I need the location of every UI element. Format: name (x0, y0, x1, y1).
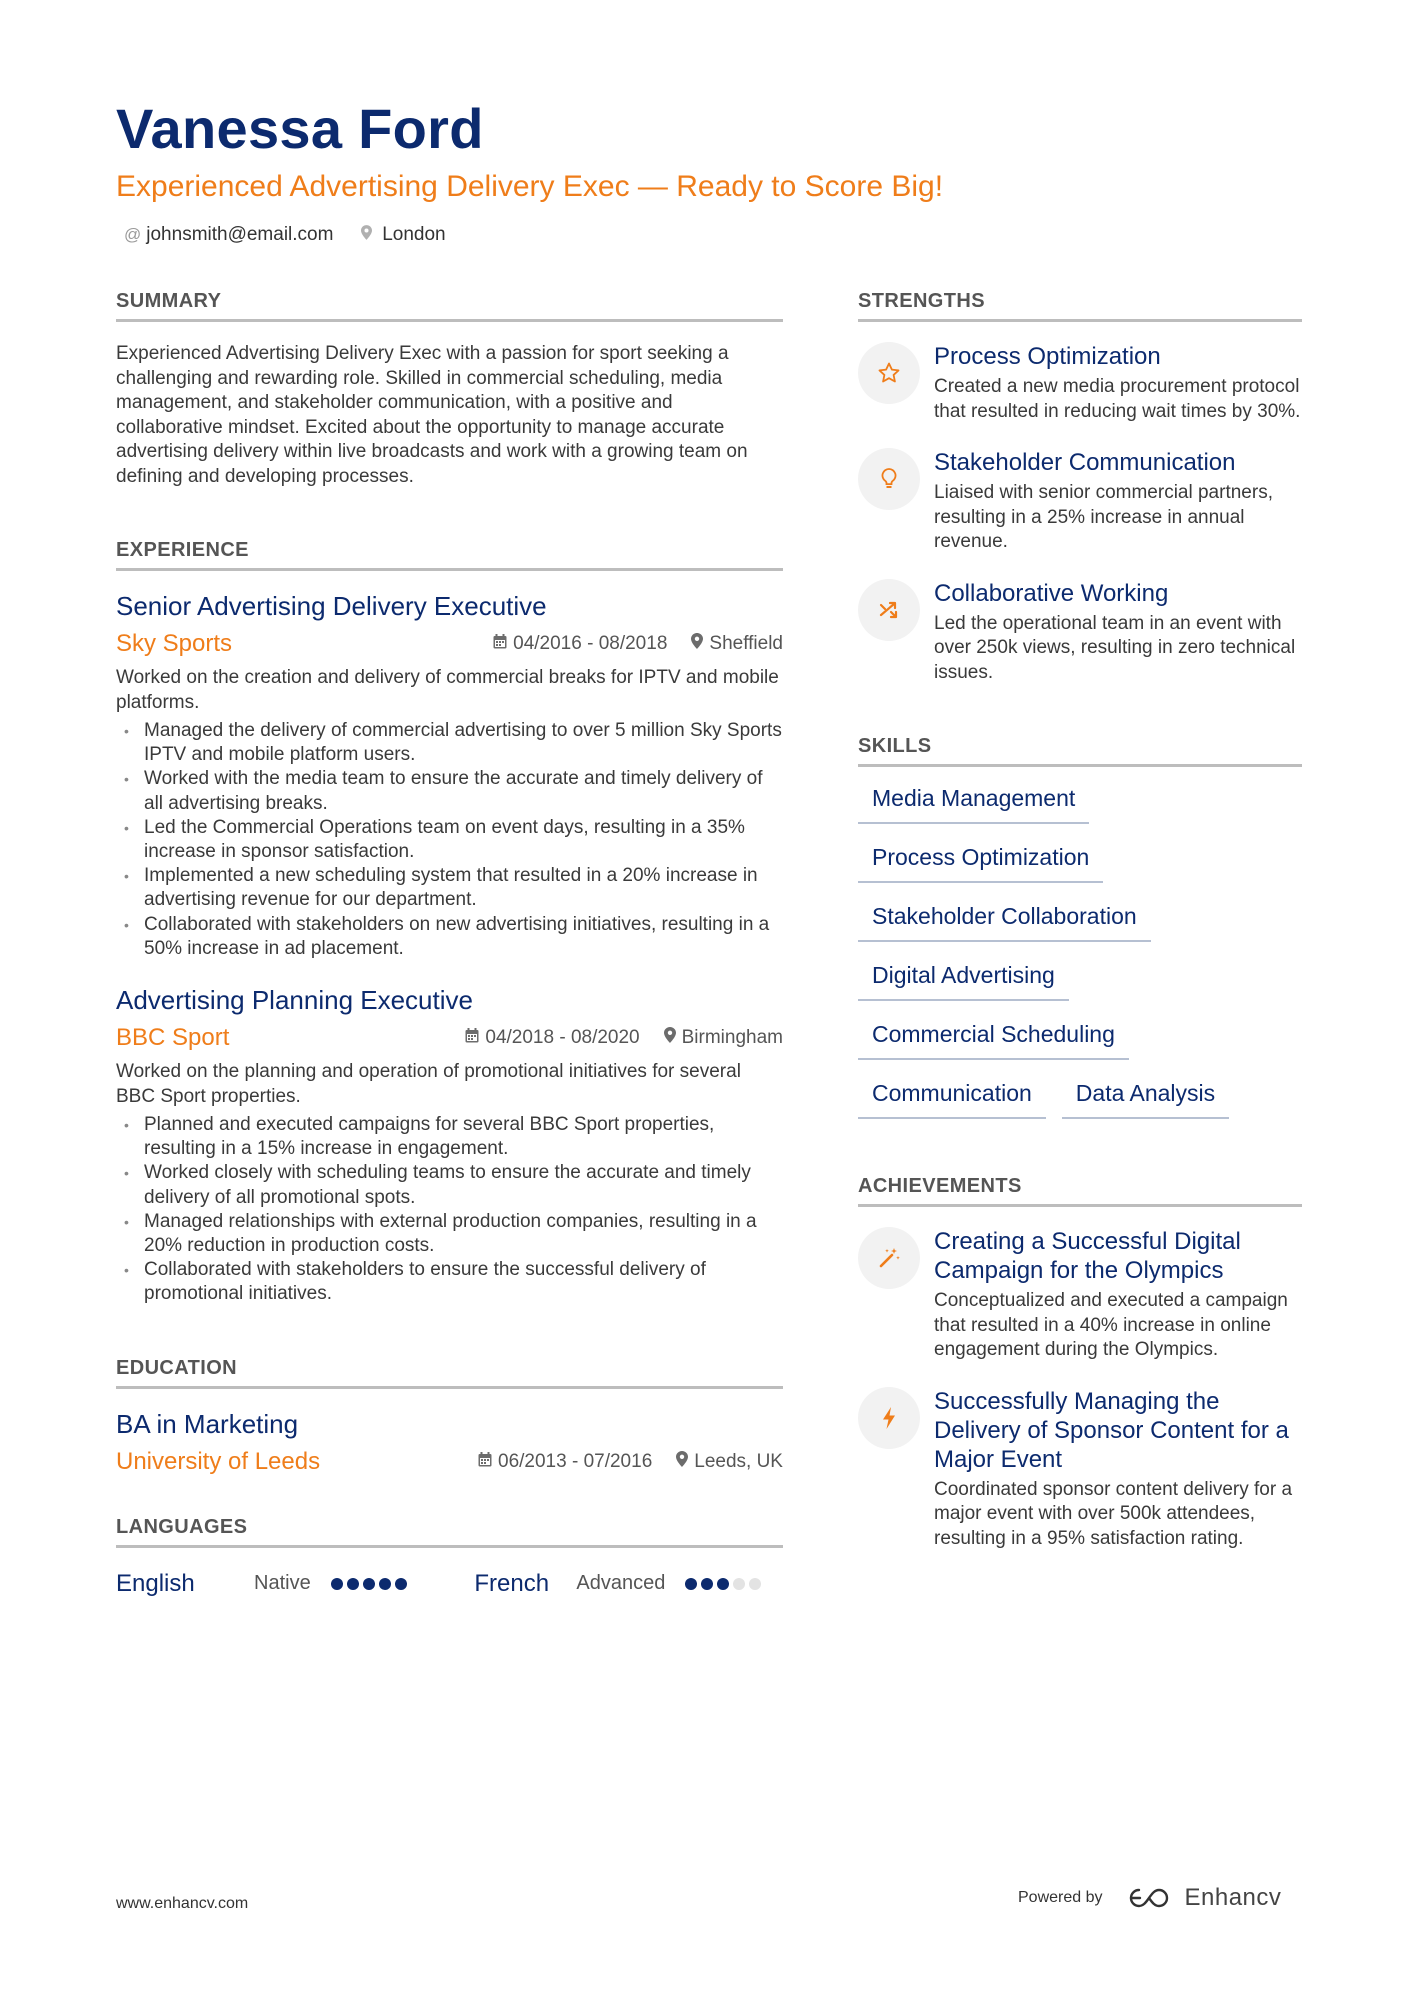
language-level: Native (254, 1572, 311, 1595)
location-pin-icon (664, 1028, 676, 1047)
brand-name[interactable]: Enhancv (1184, 1884, 1282, 1911)
skill-row (858, 844, 1302, 883)
language-item (116, 1570, 474, 1598)
skills-list (858, 785, 1302, 1119)
summary-text: Experienced Advertising Delivery Exec with a passion for sport seeking a challenging and rewarding role. Skilled in commercial scheduling, media management, and stakeholder communication, with a positive and collaborative mindset. Excited about the opportunity to manage accurate advertising delivery within live broadcasts and work with a growing team on defining and developing processes. (116, 343, 748, 487)
language-level: Advanced (576, 1572, 666, 1595)
education-dates (478, 1451, 652, 1473)
location-item (361, 224, 445, 246)
bullet-item: • Implemented a new scheduling system that resulted in a 20% increase in advertising revenue for our department. (116, 864, 783, 912)
achievement-item (858, 1227, 1302, 1363)
company-name: BBC Sport (116, 1024, 230, 1052)
location-pin-icon (361, 225, 377, 244)
achievement-content (934, 1227, 1302, 1363)
email-text: johnsmith@email.com (146, 224, 334, 245)
job-meta-row (116, 1024, 783, 1052)
job-dates (465, 1027, 639, 1049)
job-bullets (116, 1113, 783, 1307)
footer-website[interactable]: www.enhancv.com (116, 1895, 249, 1912)
left-column (116, 290, 783, 1598)
strength-item (858, 579, 1302, 686)
achievements-section (858, 1175, 1302, 1551)
achievement-title: Creating a Successful Digital Campaign for the Olympics (934, 1228, 1241, 1284)
strength-content (934, 448, 1302, 555)
experience-section (116, 539, 783, 1307)
education-dates-text: 06/2013 - 07/2016 (498, 1450, 653, 1472)
bullet-item: • Led the Commercial Operations team on event days, resulting in a 35% increase in sponsor satisfaction. (116, 816, 783, 864)
skill-row (858, 1080, 1302, 1119)
skill-tag: Communication (858, 1080, 1046, 1119)
job-entry (116, 985, 783, 1307)
language-item (474, 1570, 783, 1598)
email-item (124, 224, 333, 246)
skill-tag: Process Optimization (858, 844, 1103, 883)
skill-tag: Media Management (858, 785, 1089, 824)
at-icon: @ (124, 225, 142, 244)
education-heading: EDUCATION (116, 1357, 783, 1389)
strength-title: Stakeholder Communication (934, 449, 1236, 476)
rating-dot-filled (717, 1578, 729, 1590)
rating-dot-empty (749, 1578, 761, 1590)
rating-dot-filled (379, 1578, 391, 1590)
bullet-item: • Planned and executed campaigns for several BBC Sport properties, resulting in a 15% increase in engagement. (116, 1113, 783, 1161)
skill-tag: Commercial Scheduling (858, 1021, 1129, 1060)
skill-row (858, 1021, 1302, 1060)
achievement-title: Successfully Managing the Delivery of Sponsor Content for a Major Event (934, 1387, 1289, 1473)
bullet-item: • Collaborated with stakeholders to ensure the successful delivery of promotional initiatives. (116, 1258, 783, 1306)
job-description: Worked on the creation and delivery of commercial breaks for IPTV and mobile platforms. (116, 667, 779, 713)
achievement-description: Coordinated sponsor content delivery for a major event with over 500k attendees, resulting in a 95% satisfaction rating. (934, 1478, 1293, 1549)
job-location-text: Birmingham (681, 1027, 783, 1049)
calendar-icon (478, 1452, 492, 1471)
languages-list (116, 1570, 783, 1598)
lightning-icon (858, 1387, 920, 1449)
job-meta (465, 1027, 783, 1049)
summary-heading: SUMMARY (116, 290, 783, 322)
rating-dot-filled (685, 1578, 697, 1590)
strength-description: Led the operational team in an event with over 250k views, resulting in zero technical issues. (934, 612, 1296, 683)
education-entry (116, 1409, 783, 1476)
skills-section (858, 735, 1302, 1119)
candidate-name: Vanessa Ford (116, 97, 484, 160)
languages-section (116, 1516, 783, 1598)
strength-item (858, 342, 1302, 424)
magic-wand-icon (858, 1227, 920, 1289)
skill-tag: Stakeholder Collaboration (858, 903, 1151, 942)
strength-description: Created a new media procurement protocol that resulted in reducing wait times by 30%. (934, 376, 1301, 422)
education-meta (478, 1451, 783, 1473)
candidate-title: Experienced Advertising Delivery Exec — Ready to Score Big! (116, 170, 944, 203)
job-dates-text: 04/2016 - 08/2018 (513, 633, 668, 654)
strength-title: Collaborative Working (934, 579, 1169, 607)
star-icon (858, 342, 920, 404)
strength-title: Process Optimization (934, 343, 1161, 370)
language-rating (331, 1578, 407, 1590)
bullet-item: • Managed relationships with external production companies, resulting in a 20% reduction in production costs. (116, 1210, 783, 1258)
school-name: University of Leeds (116, 1447, 321, 1475)
strengths-heading: STRENGTHS (858, 290, 1302, 322)
right-column (858, 290, 1302, 1551)
education-section (116, 1357, 783, 1476)
strength-description: Liaised with senior commercial partners, resulting in a 25% increase in annual revenue. (934, 482, 1273, 552)
achievement-item (858, 1387, 1302, 1552)
job-location (664, 1027, 783, 1049)
skills-heading: SKILLS (858, 735, 1302, 767)
job-title: Senior Advertising Delivery Executive (116, 591, 547, 621)
job-location (691, 633, 783, 655)
location-pin-icon (676, 1452, 688, 1471)
job-bullets (116, 719, 783, 961)
bullet-item: • Collaborated with stakeholders on new advertising initiatives, resulting in a 50% increase in ad placement. (116, 913, 783, 961)
job-dates-text: 04/2018 - 08/2020 (485, 1027, 640, 1049)
calendar-icon (465, 1028, 479, 1047)
achievement-description: Conceptualized and executed a campaign that resulted in a 40% increase in online engagement during the Olympics. (934, 1290, 1288, 1360)
skill-row (858, 962, 1302, 1001)
degree-title: BA in Marketing (116, 1408, 299, 1439)
job-title: Advertising Planning Executive (116, 985, 473, 1016)
strength-content (934, 579, 1302, 686)
skill-tag: Digital Advertising (858, 962, 1069, 1001)
skill-tag: Data Analysis (1062, 1080, 1229, 1119)
location-pin-icon (691, 634, 703, 653)
shuffle-icon (858, 579, 920, 641)
skill-row (858, 785, 1302, 824)
location-text: London (382, 224, 446, 245)
rating-dot-filled (701, 1578, 713, 1590)
company-name: Sky Sports (116, 630, 233, 657)
education-location (676, 1451, 783, 1473)
job-description: Worked on the planning and operation of promotional initiatives for several BBC Sport properties. (116, 1061, 741, 1107)
summary-section (116, 290, 783, 489)
job-meta (493, 633, 783, 655)
job-location-text: Sheffield (709, 633, 783, 654)
footer-brand (1018, 1884, 1281, 1912)
language-name: English (116, 1569, 195, 1597)
rating-dot-filled (363, 1578, 375, 1590)
languages-heading: LANGUAGES (116, 1516, 783, 1548)
strengths-section (858, 290, 1302, 685)
rating-dot-filled (331, 1578, 343, 1590)
powered-by-text: Powered by (1018, 1889, 1103, 1906)
lightbulb-icon (858, 448, 920, 510)
rating-dot-filled (395, 1578, 407, 1590)
rating-dot-filled (347, 1578, 359, 1590)
bullet-item: • Worked closely with scheduling teams to ensure the accurate and timely delivery of all promotional spots. (116, 1161, 783, 1209)
enhancv-logo-icon (1127, 1886, 1173, 1910)
strength-item (858, 448, 1302, 555)
language-name: French (474, 1569, 550, 1597)
calendar-icon (493, 634, 507, 653)
skill-row (858, 903, 1302, 942)
bullet-item: • Worked with the media team to ensure the accurate and timely delivery of all advertising breaks. (116, 767, 783, 815)
education-meta-row (116, 1448, 783, 1476)
bullet-item: • Managed the delivery of commercial advertising to over 5 million Sky Sports IPTV and mobile platform users. (116, 719, 783, 767)
experience-heading: EXPERIENCE (116, 539, 783, 571)
job-entry (116, 591, 783, 961)
job-meta-row (116, 630, 783, 658)
contact-info (124, 224, 446, 246)
achievements-heading: ACHIEVEMENTS (858, 1175, 1302, 1207)
rating-dot-empty (733, 1578, 745, 1590)
language-rating (685, 1578, 761, 1590)
job-dates (493, 633, 667, 655)
education-location-text: Leeds, UK (694, 1450, 783, 1472)
strength-content (934, 342, 1302, 424)
achievement-content (934, 1387, 1302, 1552)
